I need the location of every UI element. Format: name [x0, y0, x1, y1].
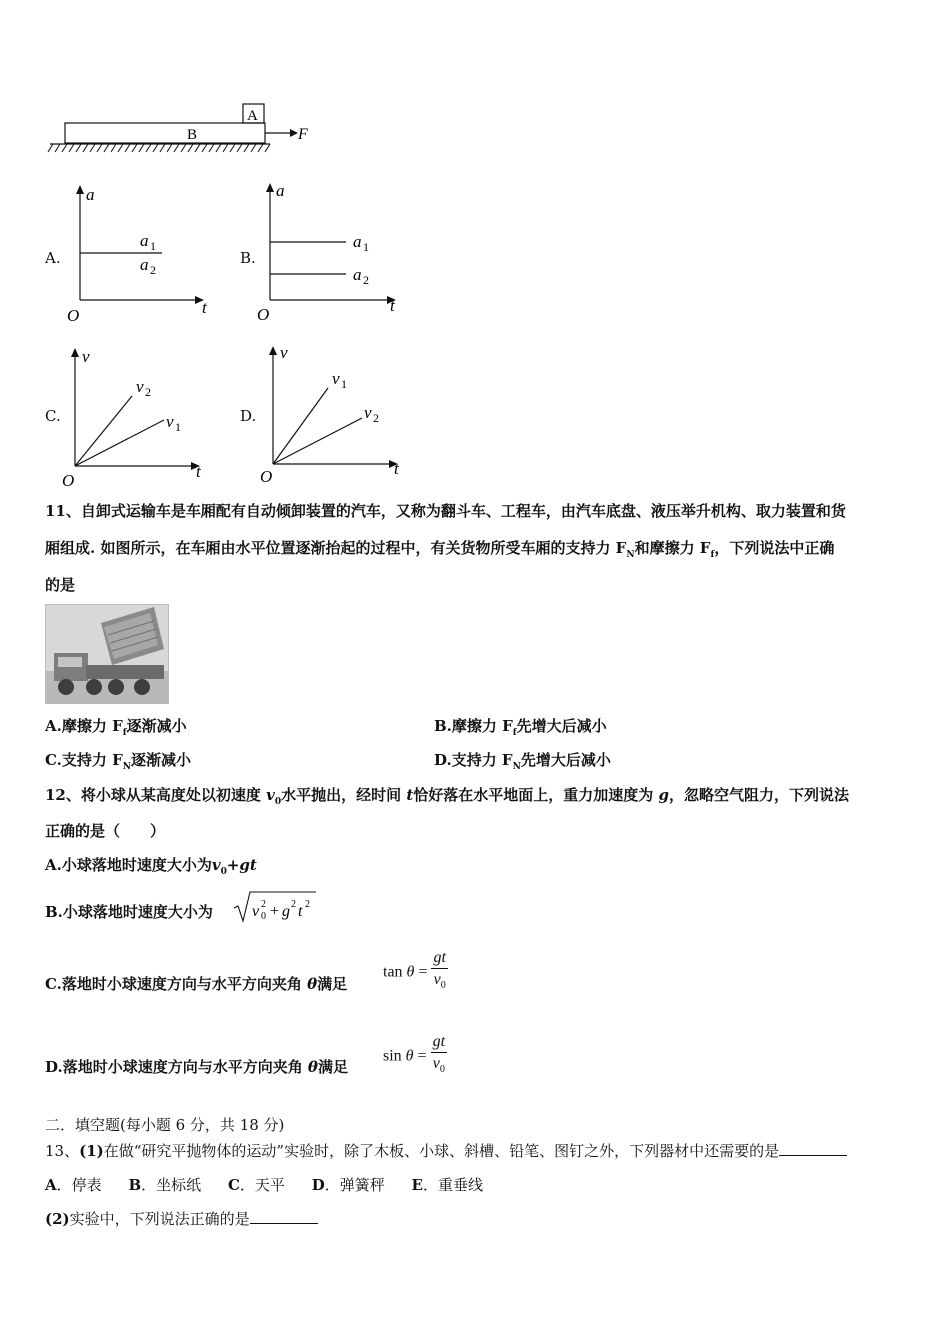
- svg-text:t: t: [196, 462, 201, 481]
- graph-d: [258, 340, 418, 488]
- board-b-label: B: [187, 127, 198, 143]
- svg-text:t: t: [202, 298, 207, 317]
- q12-option-a[interactable]: A.小球落地时速度大小为$v_0+gt$: [45, 856, 257, 877]
- svg-text:v: v: [82, 347, 90, 366]
- q11-option-a[interactable]: A.摩擦力 $F_f$逐渐减小: [45, 717, 187, 738]
- svg-text:0: 0: [261, 911, 266, 922]
- graph-b: [252, 178, 412, 326]
- q12-option-d[interactable]: D.落地时小球速度方向与水平方向夹角 θ满足: [45, 1058, 348, 1076]
- svg-text:O: O: [67, 306, 80, 325]
- q13-option-e[interactable]: E．重垂线: [411, 1176, 484, 1194]
- svg-text:a: a: [276, 181, 285, 200]
- q12-option-b[interactable]: B.小球落地时速度大小为: [45, 903, 213, 921]
- svg-text:a: a: [353, 232, 362, 251]
- force-arrowhead: [290, 129, 298, 137]
- sqrt-expression: [232, 888, 322, 924]
- q11-option-b[interactable]: B.摩擦力 $F_f$先增大后减小: [434, 717, 607, 738]
- svg-text:v: v: [332, 369, 340, 388]
- svg-text:t: t: [298, 903, 303, 920]
- svg-text:+: +: [270, 903, 280, 920]
- svg-text:v: v: [136, 377, 144, 396]
- q13-part1-blank[interactable]: [779, 1141, 847, 1156]
- svg-text:a: a: [86, 185, 95, 204]
- option-a-label: A.: [45, 249, 61, 267]
- svg-text:2: 2: [145, 385, 151, 399]
- svg-text:v: v: [280, 343, 288, 362]
- q13-option-a[interactable]: A．停表: [45, 1176, 102, 1194]
- svg-text:1: 1: [175, 420, 181, 434]
- svg-text:v: v: [166, 412, 174, 431]
- block-board-figure: [45, 98, 308, 160]
- q11-option-c[interactable]: C.支持力 $F_N$逐渐减小: [45, 751, 192, 772]
- svg-text:g: g: [282, 903, 290, 920]
- svg-text:v: v: [252, 903, 260, 920]
- svg-text:1: 1: [341, 377, 347, 391]
- force-label: F: [298, 126, 308, 143]
- svg-text:a: a: [353, 265, 362, 284]
- q13-part2-blank[interactable]: [250, 1209, 318, 1224]
- graph-a: [62, 180, 222, 328]
- svg-text:1: 1: [363, 240, 369, 254]
- ground-hatch: [48, 144, 270, 152]
- graph-d-shallow: [273, 418, 362, 464]
- svg-text:2: 2: [291, 899, 296, 910]
- option-b-label: B.: [240, 249, 256, 267]
- svg-text:2: 2: [373, 411, 379, 425]
- svg-text:O: O: [260, 467, 273, 486]
- svg-text:O: O: [257, 305, 270, 324]
- svg-text:2: 2: [261, 899, 266, 910]
- q13-part2: (2)实验中，下列说法正确的是: [45, 1208, 318, 1230]
- q12-line1: 12、将小球从某高度处以初速度 $v_0$水平抛出，经时间 t恰好落在水平地面上，重力加速度为 g，忽略空气阻力，下列说法: [45, 786, 850, 807]
- q11-option-d[interactable]: D.支持力 $F_N$先增大后减小: [434, 751, 611, 772]
- block-a-label: A: [247, 108, 258, 124]
- q13-option-d[interactable]: D．弹簧秤: [311, 1176, 385, 1194]
- svg-text:2: 2: [305, 899, 310, 910]
- graph-c: [60, 342, 220, 490]
- q11-line2: 厢组成. 如图所示，在车厢由水平位置逐渐抬起的过程中，有关货物所受车厢的支持力 $F_N$和摩擦力 $F_f$，下列说法中正确: [45, 539, 835, 560]
- option-c-label: C.: [45, 407, 61, 425]
- dump-truck-photo: [45, 604, 169, 704]
- svg-text:2: 2: [150, 263, 156, 277]
- svg-text:a: a: [140, 255, 149, 274]
- svg-text:O: O: [62, 471, 75, 490]
- q13-options: [45, 1174, 483, 1196]
- sin-formula: sin θ = $\frac{gt}{v_0}$: [383, 1033, 446, 1076]
- q13-option-b[interactable]: B．坐标纸: [128, 1176, 202, 1194]
- svg-text:a: a: [140, 231, 149, 250]
- graph-c-shallow: [75, 420, 164, 466]
- svg-text:t: t: [390, 296, 395, 315]
- q12-line2: 正确的是（ ）: [45, 822, 166, 840]
- svg-text:2: 2: [363, 273, 369, 287]
- q13-option-c[interactable]: C．天平: [227, 1176, 285, 1194]
- q12-option-c[interactable]: C.落地时小球速度方向与水平方向夹角 θ满足: [45, 975, 348, 993]
- svg-text:t: t: [394, 459, 399, 478]
- q11-line1: 11、自卸式运输车是车厢配有自动倾卸装置的汽车，又称为翻斗车、工程车，由汽车底盘、液压举升机构、取力装置和货: [45, 502, 846, 520]
- board-b: [65, 123, 265, 143]
- graph-c-steep: [75, 396, 132, 466]
- q11-line3: 的是: [45, 576, 76, 594]
- q13-part1: 13、(1)在做“研究平抛物体的运动”实验时，除了木板、小球、斜槽、铅笔、图钉之外，下列器材中还需要的是: [45, 1140, 847, 1162]
- svg-text:v: v: [364, 403, 372, 422]
- graph-d-steep: [273, 388, 328, 464]
- svg-text:1: 1: [150, 239, 156, 253]
- tan-formula: tan θ = $\frac{gt}{v_0}$: [383, 949, 446, 992]
- section2-heading: 二．填空题(每小题 6 分，共 18 分): [45, 1116, 285, 1134]
- option-d-label: D.: [240, 407, 257, 425]
